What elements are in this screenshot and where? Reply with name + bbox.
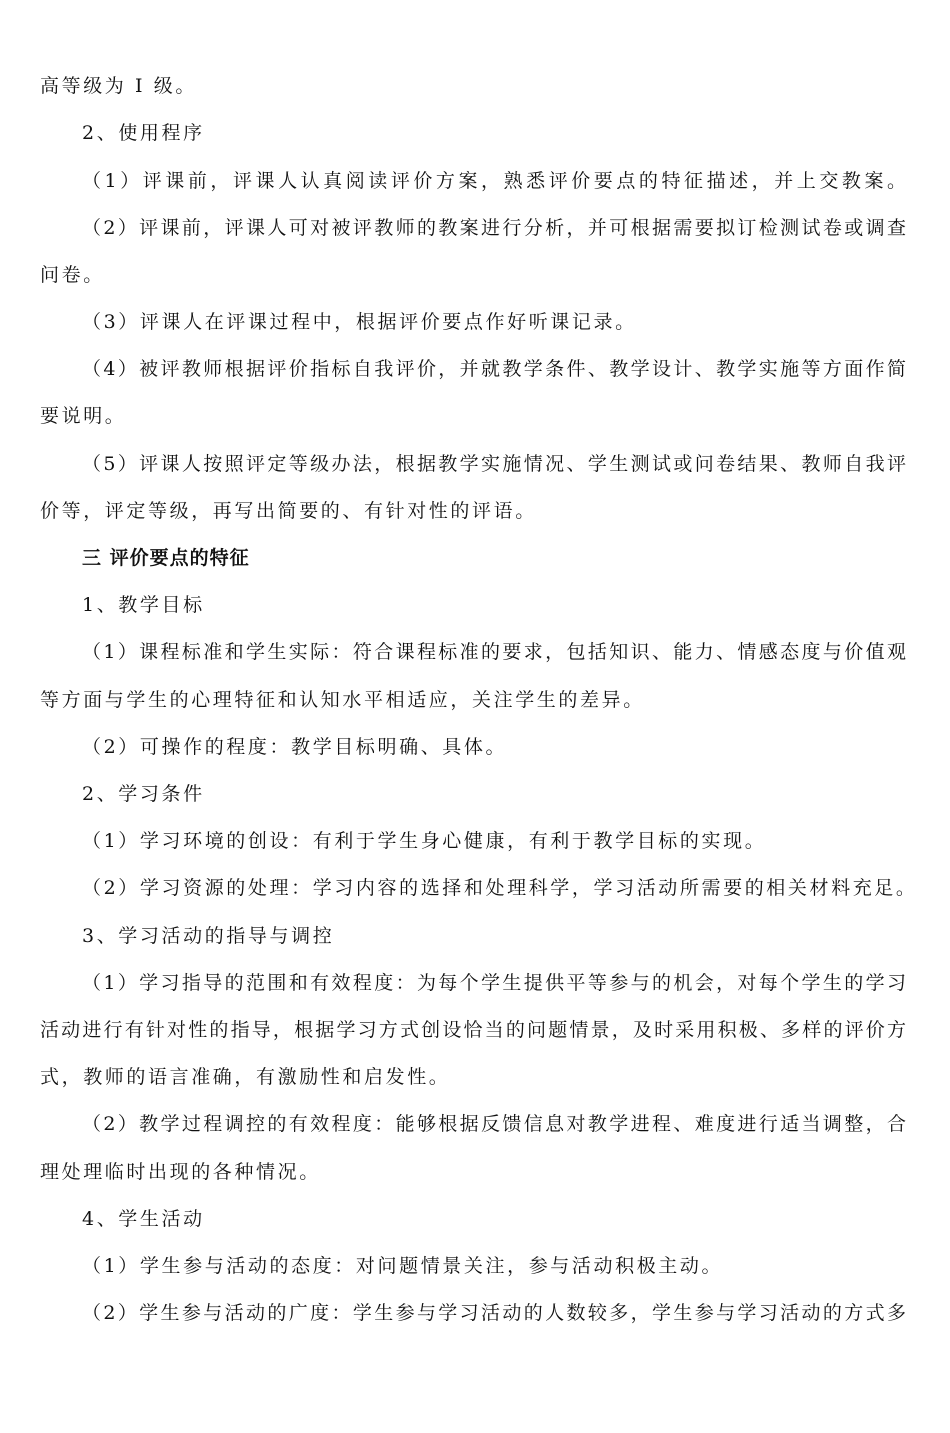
- section-subheading: 2、使用程序: [82, 122, 205, 144]
- paragraph-line: （3）评课人在评课过程中，根据评价要点作好听课记录。: [82, 311, 637, 333]
- section-subheading: 2、学习条件: [82, 783, 205, 805]
- paragraph-line: （1）学生参与活动的态度：对问题情景关注，参与活动积极主动。: [82, 1255, 724, 1277]
- section-subheading: 4、学生活动: [82, 1208, 205, 1230]
- paragraph-line: （1）课程标准和学生实际：符合课程标准的要求，包括知识、能力、情感态度与价值观: [82, 641, 906, 663]
- paragraph-line: （2）教学过程调控的有效程度：能够根据反馈信息对教学进程、难度进行适当调整，合: [82, 1113, 906, 1135]
- paragraph-line: （4）被评教师根据评价指标自我评价，并就教学条件、教学设计、教学实施等方面作简: [82, 358, 906, 380]
- paragraph-line: （1）学习环境的创设：有利于学生身心健康，有利于教学目标的实现。: [82, 830, 767, 852]
- paragraph-line: 问卷。: [40, 264, 105, 286]
- paragraph-line: 理处理临时出现的各种情况。: [40, 1161, 321, 1183]
- paragraph-line: （1）评课前，评课人认真阅读评价方案，熟悉评价要点的特征描述，并上交教案。: [82, 170, 906, 192]
- paragraph-line: 活动进行有针对性的指导，根据学习方式创设恰当的问题情景，及时采用积极、多样的评价方: [40, 1019, 906, 1041]
- section-subheading: 3、学习活动的指导与调控: [82, 925, 335, 947]
- paragraph-line: （1）学习指导的范围和有效程度：为每个学生提供平等参与的机会，对每个学生的学习: [82, 972, 906, 994]
- paragraph-line: 价等，评定等级，再写出简要的、有针对性的评语。: [40, 500, 537, 522]
- paragraph-line: （2）评课前，评课人可对被评教师的教案进行分析，并可根据需要拟订检测试卷或调查: [82, 217, 906, 239]
- paragraph-line: （2）可操作的程度：教学目标明确、具体。: [82, 736, 508, 758]
- paragraph-line: 式，教师的语言准确，有激励性和启发性。: [40, 1066, 451, 1088]
- paragraph-line: 等方面与学生的心理特征和认知水平相适应，关注学生的差异。: [40, 689, 645, 711]
- paragraph-line: （2）学习资源的处理：学习内容的选择和处理科学，学习活动所需要的相关材料充足。: [82, 877, 918, 899]
- paragraph-line: 高等级为 I 级。: [40, 75, 197, 97]
- paragraph-line: （2）学生参与活动的广度：学生参与学习活动的人数较多，学生参与学习活动的方式多: [82, 1302, 906, 1324]
- section-heading: 三 评价要点的特征: [82, 547, 250, 569]
- paragraph-line: 要说明。: [40, 405, 127, 427]
- paragraph-line: （5）评课人按照评定等级办法，根据教学实施情况、学生测试或问卷结果、教师自我评: [82, 453, 906, 475]
- section-subheading: 1、教学目标: [82, 594, 205, 616]
